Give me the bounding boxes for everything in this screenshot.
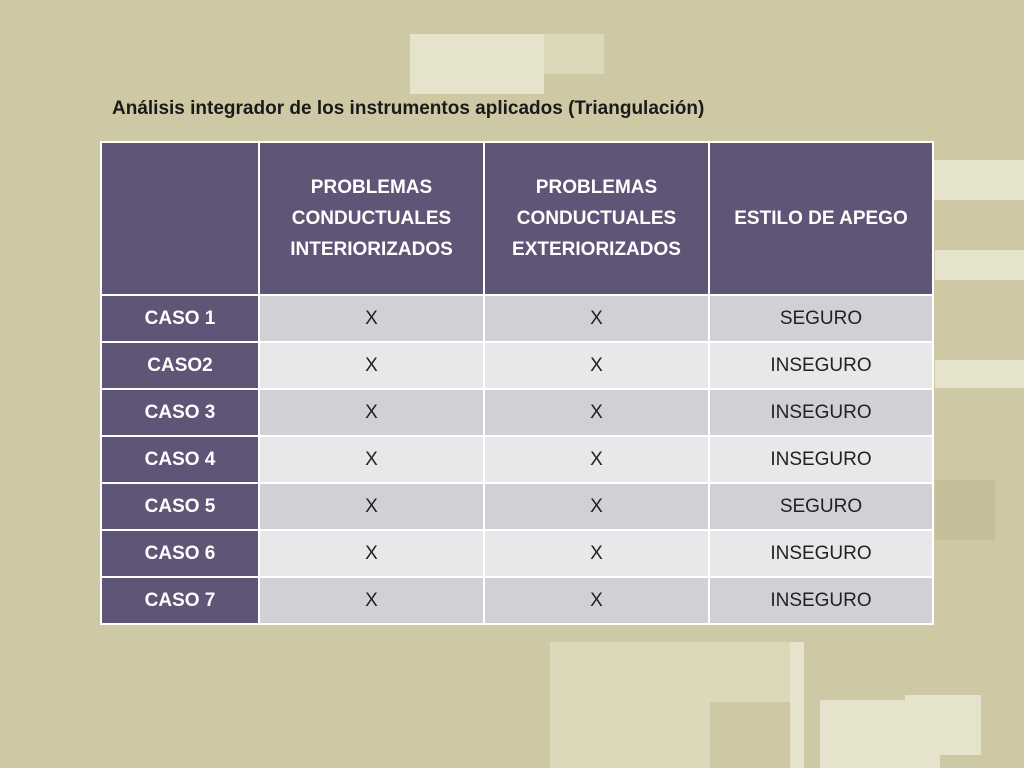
header-empty <box>101 142 259 295</box>
background-block <box>544 34 604 74</box>
table-row <box>101 436 933 483</box>
exteriorizados-cell: X <box>484 389 709 436</box>
table-row <box>101 577 933 624</box>
background-block <box>935 250 1024 280</box>
case-label: CASO 4 <box>101 436 259 483</box>
background-block <box>710 642 800 702</box>
background-block <box>790 642 804 768</box>
apego-cell: SEGURO <box>709 483 933 530</box>
triangulation-table <box>100 141 934 625</box>
header-interiorizados: PROBLEMAS CONDUCTUALES INTERIORIZADOS <box>259 142 484 295</box>
interiorizados-cell: X <box>259 483 484 530</box>
background-block <box>935 360 1024 388</box>
header-exteriorizados: PROBLEMAS CONDUCTUALES EXTERIORIZADOS <box>484 142 709 295</box>
apego-cell: INSEGURO <box>709 436 933 483</box>
header-estilo-apego: ESTILO DE APEGO <box>709 142 933 295</box>
apego-cell: SEGURO <box>709 295 933 342</box>
background-block <box>935 480 995 540</box>
table-header-row <box>101 142 933 295</box>
table-row <box>101 295 933 342</box>
interiorizados-cell: X <box>259 436 484 483</box>
table-row <box>101 342 933 389</box>
exteriorizados-cell: X <box>484 483 709 530</box>
interiorizados-cell: X <box>259 577 484 624</box>
exteriorizados-cell: X <box>484 530 709 577</box>
table-row <box>101 483 933 530</box>
case-label: CASO 5 <box>101 483 259 530</box>
background-block <box>905 695 981 755</box>
exteriorizados-cell: X <box>484 295 709 342</box>
table-row <box>101 389 933 436</box>
exteriorizados-cell: X <box>484 342 709 389</box>
case-label: CASO 3 <box>101 389 259 436</box>
apego-cell: INSEGURO <box>709 389 933 436</box>
case-label: CASO2 <box>101 342 259 389</box>
interiorizados-cell: X <box>259 389 484 436</box>
exteriorizados-cell: X <box>484 436 709 483</box>
background-block <box>550 642 710 768</box>
case-label: CASO 1 <box>101 295 259 342</box>
apego-cell: INSEGURO <box>709 577 933 624</box>
case-label: CASO 7 <box>101 577 259 624</box>
exteriorizados-cell: X <box>484 577 709 624</box>
interiorizados-cell: X <box>259 342 484 389</box>
table-row <box>101 530 933 577</box>
apego-cell: INSEGURO <box>709 530 933 577</box>
interiorizados-cell: X <box>259 295 484 342</box>
background-block <box>410 34 544 94</box>
interiorizados-cell: X <box>259 530 484 577</box>
case-label: CASO 6 <box>101 530 259 577</box>
apego-cell: INSEGURO <box>709 342 933 389</box>
slide-title: Análisis integrador de los instrumentos aplicados (Triangulación) <box>112 98 705 119</box>
